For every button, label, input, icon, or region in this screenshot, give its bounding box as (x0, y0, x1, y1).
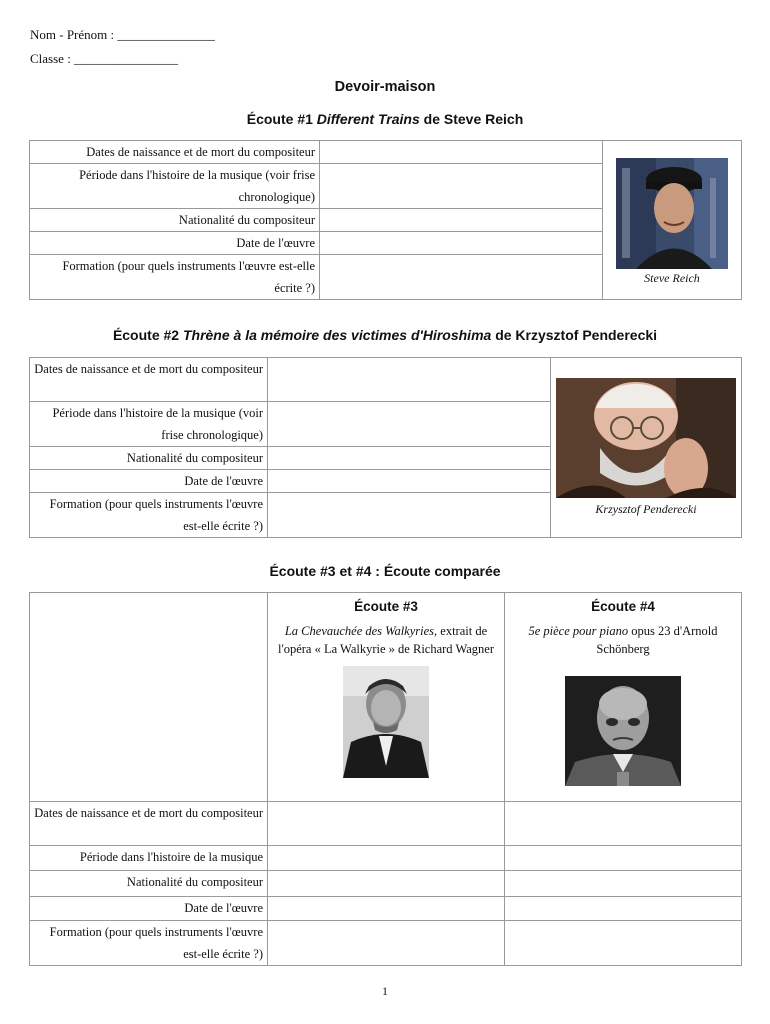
ecoute2-answer-cell[interactable] (268, 470, 551, 493)
ecoute2-title-work: Thrène à la mémoire des victimes d'Hiroshima (182, 327, 492, 343)
ecoute1-table (29, 140, 742, 300)
ecoute34-title: Écoute #3 et #4 : Écoute comparée (269, 563, 501, 579)
ecoute4-description (509, 622, 737, 658)
ecoute3-work-title: La Chevauchée des Walkyries (284, 624, 435, 638)
ecoute1-row-label: Date de l'œuvre (30, 232, 320, 255)
ecoute2-answer-cell[interactable] (268, 447, 551, 470)
ecoute1-answer-cell[interactable] (320, 255, 603, 300)
ecoute34-table (29, 592, 742, 966)
ecoute2-row-label: Date de l'œuvre (30, 470, 268, 493)
penderecki-photo (556, 378, 736, 498)
ecoute3-answer-cell[interactable] (268, 897, 505, 921)
ecoute2-photo-cell (551, 358, 742, 538)
ecoute1-title-work: Different Trains (316, 111, 420, 127)
ecoute3-work-desc: , extrait de l'opéra « La Walkyrie » de Richard Wagner (277, 624, 494, 656)
ecoute1-answer-cell[interactable] (320, 141, 603, 164)
ecoute2-row-label: Formation (pour quels instruments l'œuvre est-elle écrite ?) (30, 493, 268, 538)
ecoute4-header-cell (505, 593, 742, 802)
ecoute2-answer-cell[interactable] (268, 493, 551, 538)
ecoute4-answer-cell[interactable] (505, 802, 742, 846)
ecoute34-corner-cell (30, 593, 268, 802)
ecoute3-answer-cell[interactable] (268, 871, 505, 897)
ecoute34-row-label: Date de l'œuvre (30, 897, 268, 921)
ecoute2-row-label: Nationalité du compositeur (30, 447, 268, 470)
ecoute2-answer-cell[interactable] (268, 402, 551, 447)
ecoute34-row-label: Formation (pour quels instruments l'œuvre est-elle écrite ?) (30, 921, 268, 966)
ecoute2-title-suffix: de Krzysztof Penderecki (491, 327, 658, 343)
ecoute34-row-label: Nationalité du compositeur (30, 871, 268, 897)
ecoute1-photo-caption: Steve Reich (644, 271, 700, 285)
wagner-portrait (343, 666, 429, 778)
ecoute2-title (0, 327, 770, 343)
page-number: 1 (382, 984, 388, 998)
ecoute1-row-label: Période dans l'histoire de la musique (voir frise chronologique) (30, 164, 320, 209)
ecoute2-row-label: Dates de naissance et de mort du compositeur (30, 358, 268, 402)
ecoute4-heading: Écoute #4 (591, 599, 655, 614)
ecoute3-answer-cell[interactable] (268, 802, 505, 846)
ecoute34-row-label: Période dans l'histoire de la musique (30, 846, 268, 871)
ecoute1-row-label: Formation (pour quels instruments l'œuvre est-elle écrite ?) (30, 255, 320, 300)
schoenberg-portrait (565, 676, 681, 786)
ecoute1-title-prefix: Écoute #1 (246, 111, 317, 127)
ecoute1-answer-cell[interactable] (320, 164, 603, 209)
ecoute3-header-cell (268, 593, 505, 802)
ecoute4-answer-cell[interactable] (505, 871, 742, 897)
ecoute1-answer-cell[interactable] (320, 209, 603, 232)
ecoute1-answer-cell[interactable] (320, 232, 603, 255)
ecoute2-answer-cell[interactable] (268, 358, 551, 402)
ecoute2-title-prefix: Écoute #2 (112, 327, 183, 343)
name-field-label: Nom - Prénom : _______________ (30, 27, 215, 42)
ecoute1-title (0, 111, 770, 127)
ecoute4-answer-cell[interactable] (505, 921, 742, 966)
ecoute2-row-label: Période dans l'histoire de la musique (voir frise chronologique) (30, 402, 268, 447)
ecoute2-photo-caption: Krzysztof Penderecki (595, 502, 697, 516)
class-field-label: Classe : ________________ (30, 51, 179, 66)
ecoute4-work-desc: opus 23 d'Arnold Schönberg (596, 624, 718, 656)
ecoute1-row-label: Nationalité du compositeur (30, 209, 320, 232)
ecoute4-answer-cell[interactable] (505, 897, 742, 921)
ecoute3-description (272, 622, 500, 658)
ecoute3-answer-cell[interactable] (268, 921, 505, 966)
ecoute4-answer-cell[interactable] (505, 846, 742, 871)
ecoute4-work-title: 5e pièce pour piano (528, 624, 629, 638)
ecoute3-heading: Écoute #3 (354, 599, 418, 614)
ecoute1-row-label: Dates de naissance et de mort du compositeur (30, 141, 320, 164)
ecoute2-table (29, 357, 742, 538)
ecoute3-answer-cell[interactable] (268, 846, 505, 871)
document-title: Devoir-maison (334, 79, 436, 95)
ecoute1-photo-cell (603, 141, 742, 300)
ecoute34-row-label: Dates de naissance et de mort du compositeur (30, 802, 268, 846)
ecoute1-title-suffix: de Steve Reich (419, 111, 524, 127)
steve-reich-photo (616, 158, 728, 269)
